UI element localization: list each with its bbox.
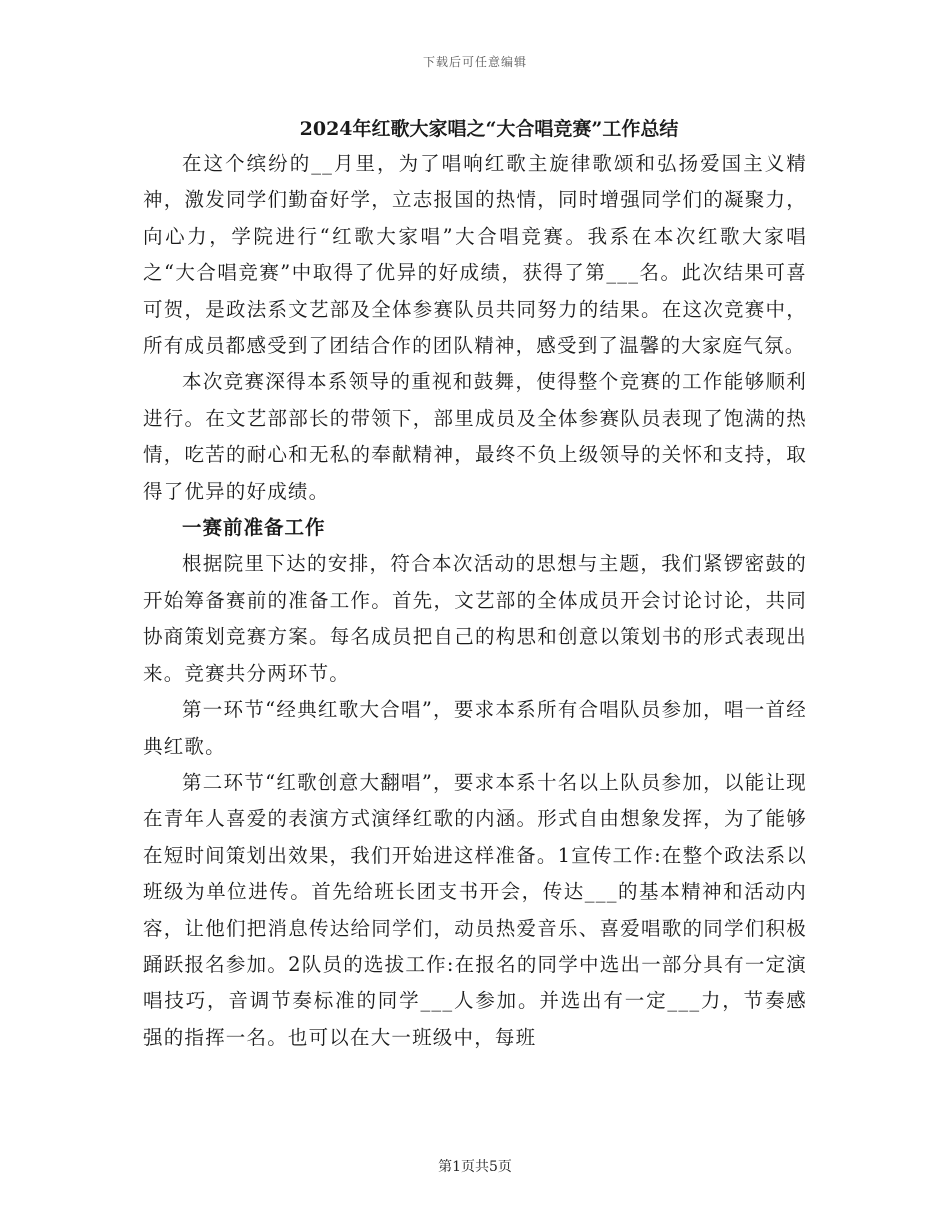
paragraph-arrangement: 根据院里下达的安排，符合本次活动的思想与主题，我们紧锣密鼓的开始筹备赛前的准备工作。首先，文艺部的全体成员开会讨论讨论，共同协商策划竞赛方案。每名成员把自己的构思和创意以策划书的形式表现出来。竞赛共分两环节。	[143, 552, 807, 685]
paragraph-intro: 在这个缤纷的__月里，为了唱响红歌主旋律歌颂和弘扬爱国主义精神，激发同学们勤奋好学，立志报国的热情，同时增强同学们的凝聚力，向心力，学院进行“红歌大家唱”大合唱竞赛。我系在本次红歌大家唱之“大合唱竞赛”中取得了优异的好成绩，获得了第___名。此次结果可喜可贺，是政法系文艺部及全体参赛队员共同努力的结果。在这次竞赛中，所有成员都感受到了团结合作的团队精神，感受到了温馨的大家庭气氛。	[143, 152, 807, 358]
paragraph-support: 本次竞赛深得本系领导的重视和鼓舞，使得整个竞赛的工作能够顺利进行。在文艺部部长的带领下，部里成员及全体参赛队员表现了饱满的热情，吃苦的耐心和无私的奉献精神，最终不负上级领导的关怀和支持，取得了优异的好成绩。	[143, 370, 807, 503]
page-number: 第1页共5页	[438, 1159, 512, 1175]
paragraph-round-one: 第一环节“经典红歌大合唱”，要求本系所有合唱队员参加，唱一首经典红歌。	[143, 698, 807, 758]
paragraph-round-two: 第二环节“红歌创意大翻唱”，要求本系十名以上队员参加，以能让现在青年人喜爱的表演方式演绎红歌的内涵。形式自由想象发挥，为了能够在短时间策划出效果，我们开始进这样准备。1宣传工作:在整个政法系以班级为单位进传。首先给班长团支书开会，传达___的基本精神和活动内容，让他们把消息传达给同学们，动员热爱音乐、喜爱唱歌的同学们积极踊跃报名参加。2队员的选拔工作:在报名的同学中选出一部分具有一定演唱技巧，音调节奏标准的同学___人参加。并选出有一定___力，节奏感强的指挥一名。也可以在大一班级中，每班	[143, 770, 807, 1049]
document-title: 2024年红歌大家唱之“大合唱竞赛”工作总结	[299, 118, 679, 140]
document-body	[143, 112, 807, 1056]
page-header-note: 下载后可任意编辑	[422, 55, 527, 69]
section-heading-preparation: 一赛前准备工作	[182, 516, 326, 540]
